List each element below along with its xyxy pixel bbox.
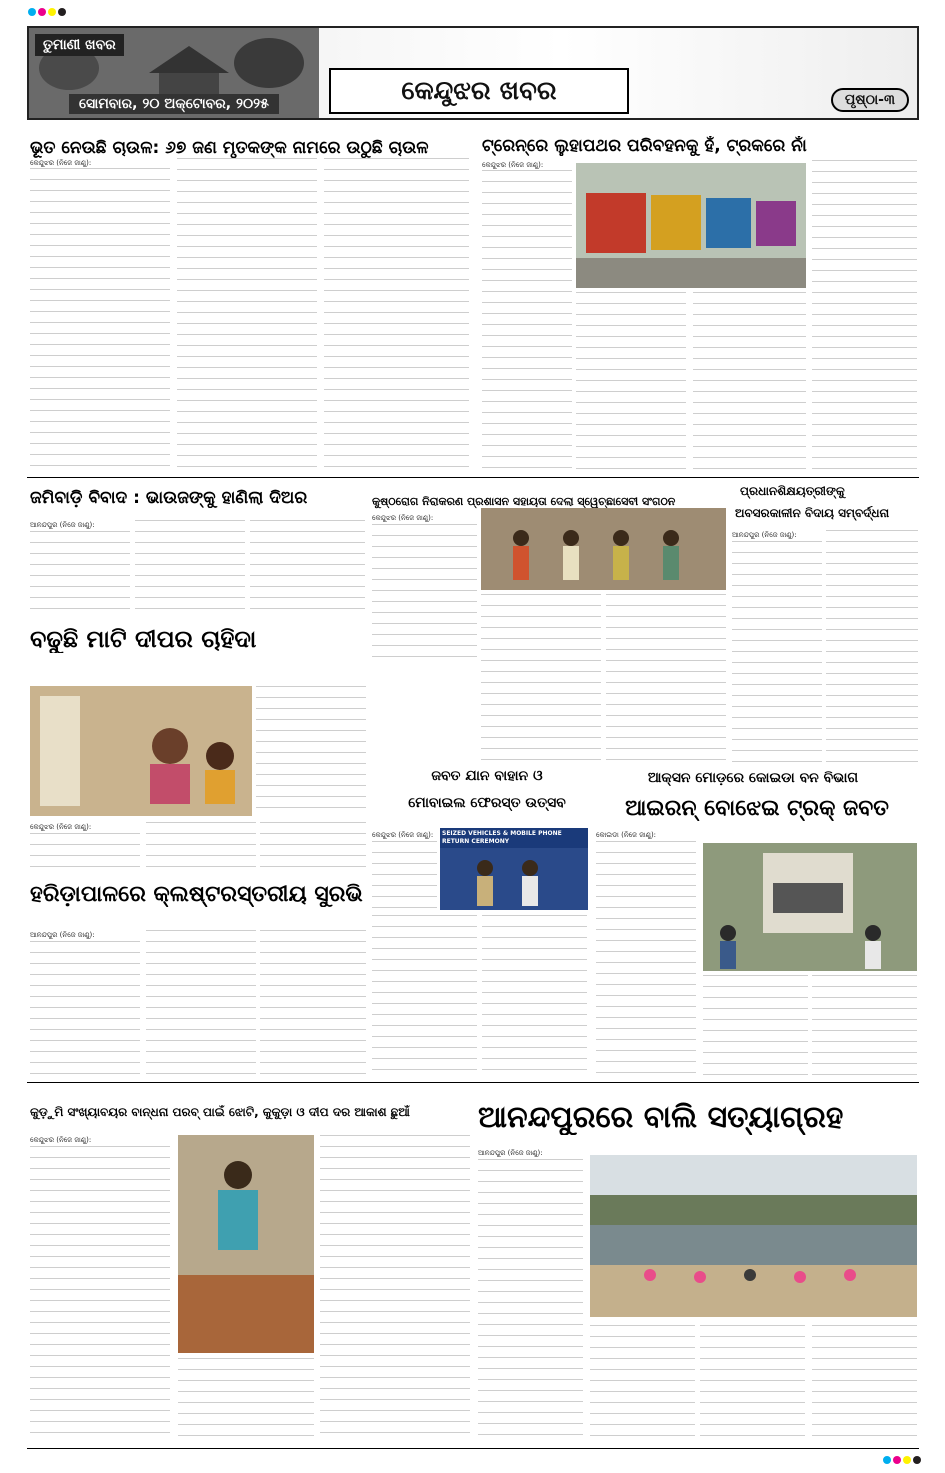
- article-2-body-col3: [693, 292, 806, 473]
- lamp-vendor-icon: [178, 1135, 314, 1353]
- article-3-dateline: ଆନନ୍ଦପୁର (ନିଜେ ଜାଣୁ):: [30, 521, 95, 529]
- article-3-body-col2: [135, 520, 245, 613]
- article-7-body-col2: [372, 915, 477, 1075]
- brand-name: ତୁମାଣୀ ଖବର: [35, 34, 124, 56]
- article-6-body-col1: [30, 833, 140, 875]
- article-11-body-col2: [590, 1325, 695, 1441]
- article-9-body-col1: [30, 941, 140, 1075]
- riverbank-sitin-icon: [590, 1155, 917, 1317]
- page-number-badge: ପୃଷ୍ଠା-୩: [831, 88, 909, 112]
- masthead: [27, 26, 919, 120]
- yellow-dot-icon: [903, 1456, 911, 1464]
- article-11-body-col4: [812, 1325, 917, 1441]
- divider-2: [27, 1082, 919, 1083]
- article-6-body-col2: [146, 822, 256, 875]
- cyan-dot-icon: [28, 8, 36, 16]
- article-2-headline: ଟ୍ରେନ୍‌ରେ ଲୁହାପଥର ପରିବହନକୁ ହଁ, ଟ୍ରକରେ ନାଁ: [482, 136, 807, 156]
- article-5-dateline: ଆନନ୍ଦପୁର (ନିଜେ ଜାଣୁ):: [732, 531, 797, 539]
- article-4-body-col1: [372, 524, 477, 664]
- earthen-lamps-photo: [30, 686, 252, 816]
- article-9-dateline: ଆନନ୍ଦପୁର (ନିଜେ ଜାଣୁ):: [30, 931, 95, 939]
- article-8-body-col3: [812, 975, 917, 1075]
- article-4-headline: କୁଷ୍ଠରୋଗ ନିରାକରଣ ପ୍ରଶାସନ ସହାୟତା ଦେଲା ସ୍ୱେଚ୍ଛାସେବୀ ସଂଗଠନ: [372, 495, 676, 508]
- article-4-body-col2: [481, 594, 601, 764]
- article-10-body-col2: [178, 1358, 314, 1441]
- people-group-icon: [481, 508, 726, 590]
- article-9-headline: ହରିଡ଼ାପାଳରେ କ୍ଲଷ୍ଟରସ୍ତରୀୟ ସୁରଭି: [30, 882, 363, 907]
- bottom-rule: [27, 1448, 919, 1449]
- article-5-headline-line2: ଅବସରକାଳୀନ ବିଦାୟ ସମ୍ବର୍ଦ୍ଧନା: [735, 506, 890, 520]
- article-7-headline-line1: ଜବତ ଯାନ ବାହାନ ଓ: [431, 768, 543, 784]
- article-6-dateline: କେନ୍ଦୁଝର (ନିଜେ ଜାଣୁ):: [30, 823, 92, 831]
- article-11-body-col3: [700, 1325, 805, 1441]
- section-title: କେନ୍ଦୁଝର ଖବର: [329, 68, 629, 114]
- river-protest-photo: [590, 1155, 917, 1317]
- article-10-body-col3: [320, 1135, 470, 1441]
- cyan-dot-icon: [883, 1456, 891, 1464]
- article-8-dateline: କୋଇଡା (ନିଜେ ଜାଣୁ):: [596, 831, 657, 839]
- article-10-dateline: କେନ୍ଦୁଝର (ନିଜେ ଜାଣୁ):: [30, 1136, 92, 1144]
- article-4-body-col3: [606, 594, 726, 764]
- article-6-headline: ବଢୁଛି ମାଟି ଦୀପର ଚାହିଦା: [30, 625, 257, 653]
- magenta-dot-icon: [893, 1456, 901, 1464]
- article-4-dateline: କେନ୍ଦୁଝର (ନିଜେ ଜାଣୁ):: [372, 514, 434, 522]
- article-5-body-col2: [826, 530, 918, 766]
- banner-text: SEIZED VEHICLES & MOBILE PHONE RETURN CEREMONY: [442, 830, 562, 845]
- yellow-dot-icon: [48, 8, 56, 16]
- article-7-body-col3: [482, 915, 587, 1075]
- article-5-body-col1: [732, 541, 822, 766]
- market-stall-icon: [30, 686, 252, 816]
- trucks-photo: [576, 163, 806, 288]
- police-ceremony-photo: [440, 828, 588, 910]
- article-10-body-col1: [30, 1146, 170, 1441]
- article-2-body-col2: [576, 292, 686, 473]
- article-11-dateline: ଆନନ୍ଦପୁର (ନିଜେ ଜାଣୁ):: [478, 1149, 543, 1157]
- article-2-body-col1: [482, 170, 572, 473]
- black-dot-icon: [913, 1456, 921, 1464]
- article-9-body-col2: [146, 930, 256, 1075]
- article-7-dateline: କେନ୍ଦୁଝର (ନିଜେ ଜାଣୁ):: [372, 831, 434, 839]
- magenta-dot-icon: [38, 8, 46, 16]
- article-1-body-col1: [30, 168, 170, 473]
- article-1-headline: ଭୂତ ନେଉଛି ଚାଉଳ: ୬୭ ଜଣ ମୃତକଙ୍କ ନାମରେ ଉଠୁଛି ଚାଉଳ: [30, 138, 429, 158]
- article-8-headline-line1: ଆକ୍ସନ ମୋଡ଼ରେ କୋଇଡା ବନ ବିଭାଗ: [647, 770, 859, 786]
- seized-truck-photo: [703, 843, 917, 971]
- issue-date: ସୋମବାର, ୨୦ ଅକ୍ଟୋବର, ୨୦୨୫: [69, 94, 279, 114]
- article-11-body-col1: [478, 1159, 583, 1441]
- article-11-headline: ଆନନ୍ଦପୁରରେ ବାଲି ସତ୍ୟାଗ୍ରହ: [478, 1100, 844, 1135]
- article-6-body-col3: [260, 822, 366, 875]
- cmyk-registration-top: [28, 8, 66, 16]
- article-5-headline-line1: ପ୍ରଧାନଶିକ୍ଷୟତ୍ରୀଙ୍କୁ: [740, 484, 845, 498]
- vendor-photo: [178, 1135, 314, 1353]
- cmyk-registration-bottom: [883, 1456, 921, 1464]
- article-6-body-col0: [256, 686, 366, 816]
- black-dot-icon: [58, 8, 66, 16]
- article-2-dateline: କେନ୍ଦୁଝର (ନିଜେ ଜାଣୁ):: [482, 161, 544, 169]
- article-7-headline-line2: ମୋବାଇଲ ଫେରସ୍ତ ଉତ୍ସବ: [408, 795, 566, 811]
- article-10-headline: କୁଡ଼ୁମି ସଂଖ୍ୟାବୟର ବାନ୍ଧନା ପରବ୍ ପାଇଁ ଝୋଟି, କୁକୁଡ଼ା ଓ ଦୀପ ଦର ଆକାଶ ଛୁଆଁ: [30, 1105, 410, 1119]
- article-9-body-col3: [260, 930, 366, 1075]
- community-photo: [481, 508, 726, 590]
- article-2-body-col4: [812, 160, 917, 473]
- truck-forest-icon: [703, 843, 917, 971]
- divider-1: [27, 477, 919, 478]
- truck-queue-icon: [576, 163, 806, 288]
- article-8-body-col2: [703, 975, 808, 1075]
- article-1-body-col2: [177, 158, 317, 473]
- article-7-body-col1: [372, 841, 437, 911]
- article-1-dateline: କେନ୍ଦୁଝର (ନିଜେ ଜାଣୁ):: [30, 159, 92, 167]
- article-8-body-col1: [596, 841, 696, 1075]
- article-3-body-col1: [30, 531, 130, 613]
- article-3-headline: ଜମିବାଡ଼ି ବିବାଦ : ଭାଉଜଙ୍କୁ ହାଣିଲା ଦିଅର: [30, 488, 308, 508]
- article-8-headline-line2: ଆଇରନ୍ ବୋଝେଇ ଟ୍ରକ୍ ଜବତ: [625, 796, 889, 821]
- article-1-body-col3: [324, 158, 469, 473]
- article-3-body-col3: [250, 520, 365, 613]
